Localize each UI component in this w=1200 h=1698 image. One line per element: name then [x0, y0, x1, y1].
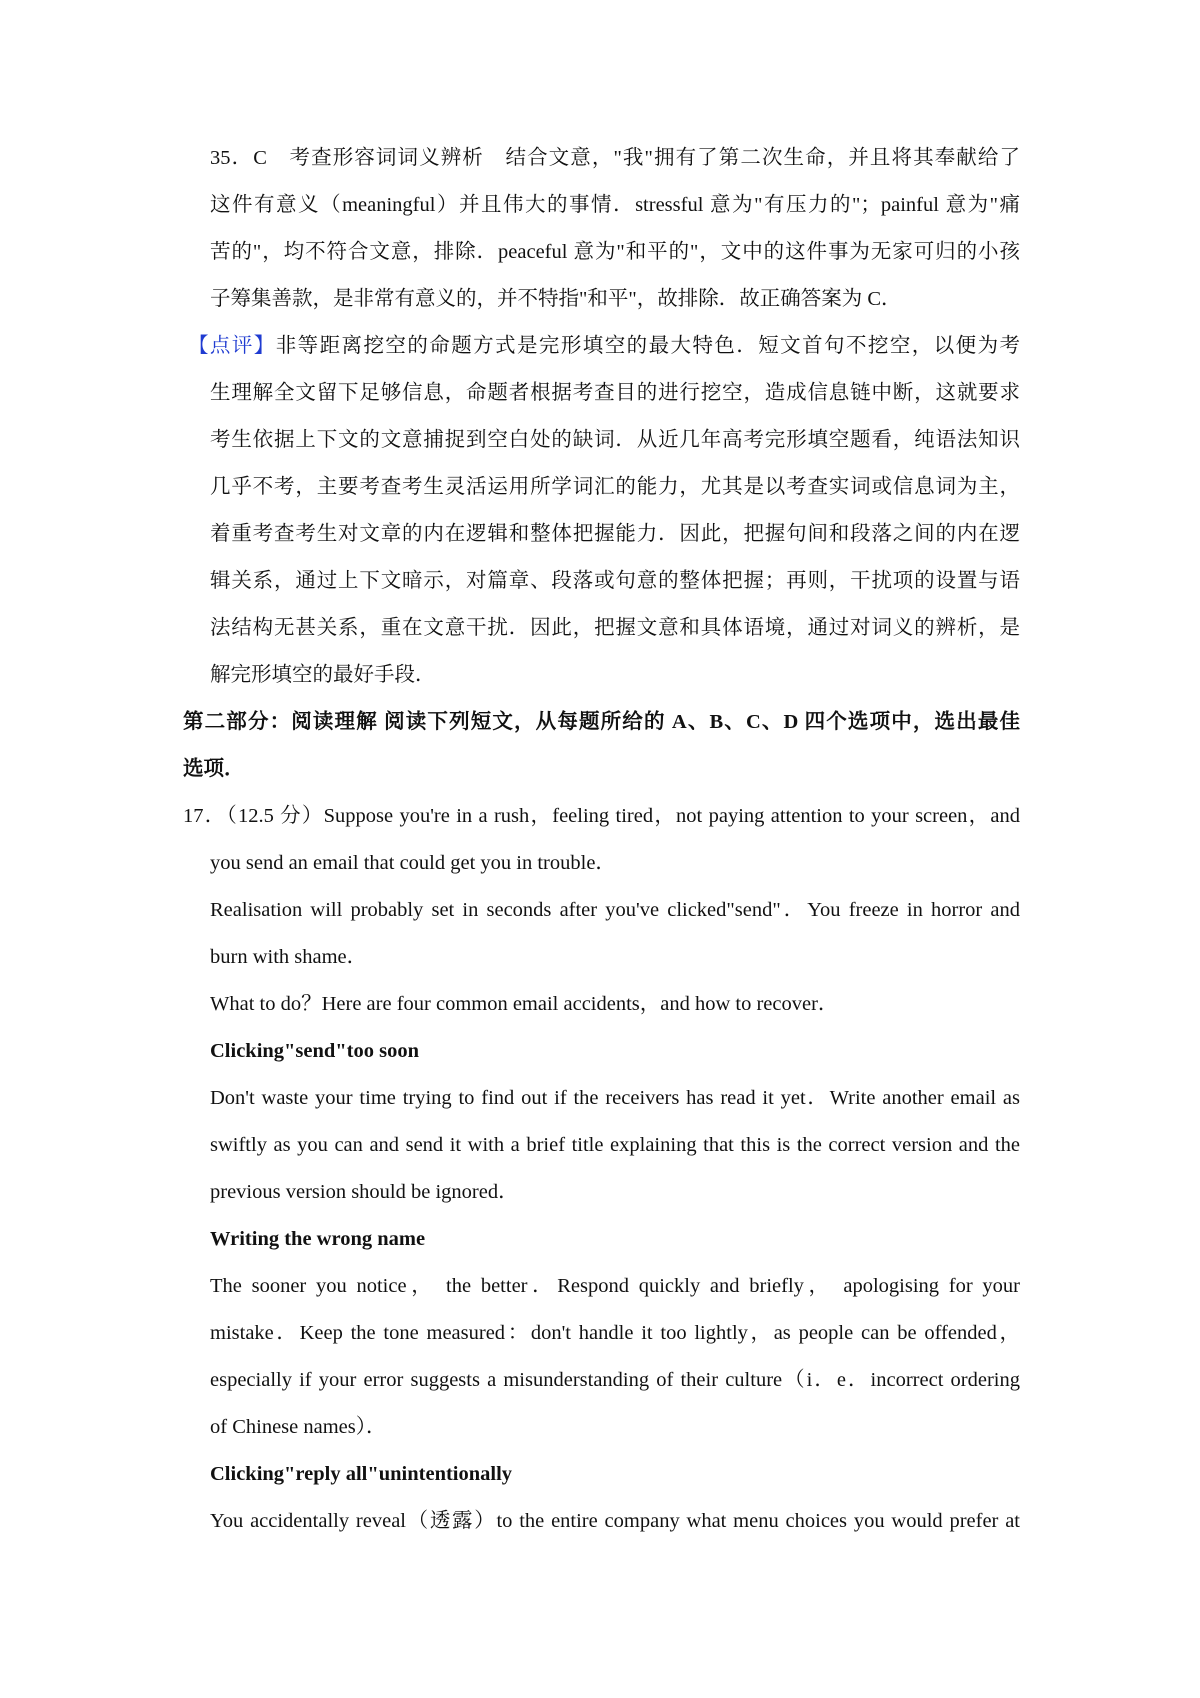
answer35-line-2: 这件有意义（meaningful）并且伟大的事情．stressful 意为"有压力的"；painful 意为"痛 — [210, 194, 1020, 216]
q17-p4-line-3: previous version should be ignored． — [210, 1181, 519, 1203]
answer35-line-3: 苦的"，均不符合文意，排除．peaceful 意为"和平的"，文中的这件事为无家可归的小孩 — [210, 241, 1020, 263]
q17-heading-send-too-soon: Clicking"send"too soon — [210, 1040, 420, 1062]
comment-line-6: 辑关系，通过上下文暗示，对篇章、段落或句意的整体把握；再则，干扰项的设置与语 — [210, 570, 1020, 592]
comment-line-3: 考生依据上下文的文意捕捉到空白处的缺词．从近几年高考完形填空题看，纯语法知识 — [210, 429, 1020, 451]
comment-line-2: 生理解全文留下足够信息，命题者根据考查目的进行挖空，造成信息链中断，这就要求 — [210, 382, 1020, 404]
comment-text-1: 非等距离挖空的命题方式是完形填空的最大特色．短文首句不挖空，以便为考 — [275, 335, 1021, 357]
q17-intro-line-1: 17．（12.5 分）Suppose you're in a rush，feeling tired，not paying attention to your screen，and — [183, 805, 1020, 827]
q17-intro-line-2: you send an email that could get you in trouble． — [210, 852, 616, 874]
q17-p2-line-2: burn with shame． — [210, 946, 368, 968]
comment-line-5: 着重考查考生对文章的内在逻辑和整体把握能力．因此，把握句间和段落之间的内在逻 — [210, 523, 1020, 545]
section2-heading-line-1: 第二部分：阅读理解 阅读下列短文，从每题所给的 A、B、C、D 四个选项中，选出最佳 — [183, 711, 1020, 733]
answer35-line-1: 35．C 考查形容词词义辨析 结合文意，"我"拥有了第二次生命，并且将其奉献给了 — [210, 147, 1020, 169]
q17-p5-line-2: mistake．Keep the tone measured：don't handle it too lightly，as people can be offended， — [210, 1322, 1020, 1344]
comment-line-4: 几乎不考，主要考查考生灵活运用所学词汇的能力，尤其是以考查实词或信息词为主， — [210, 476, 1020, 498]
answer35-line-4: 子筹集善款，是非常有意义的，并不特指"和平"，故排除．故正确答案为 C． — [210, 288, 902, 310]
q17-p6-line-1: You accidentally reveal（透露）to the entire company what menu choices you would prefer at — [210, 1510, 1020, 1532]
q17-p3: What to do？Here are four common email accidents，and how to recover． — [210, 993, 839, 1015]
q17-p2-line-1: Realisation will probably set in seconds after you've clicked"send"．You freeze in horror and — [210, 899, 1020, 921]
section2-heading-line-2: 选项． — [183, 758, 245, 780]
comment-first-line — [188, 333, 1020, 359]
q17-p5-line-4: of Chinese names）． — [210, 1416, 387, 1438]
q17-p5-line-3: especially if your error suggests a misunderstanding of their culture（i．e．incorrect ordering — [210, 1369, 1020, 1391]
comment-line-7: 法结构无甚关系，重在文意干扰．因此，把握文意和具体语境，通过对词义的辨析，是 — [210, 617, 1020, 639]
comment-line-8: 解完形填空的最好手段． — [210, 664, 436, 686]
q17-p4-line-1: Don't waste your time trying to find out if the receivers has read it yet．Write another email as — [210, 1087, 1020, 1109]
q17-p5-line-1: The sooner you notice， the better．Respond quickly and briefly， apologising for your — [210, 1275, 1020, 1297]
comment-tag: 【点评】 — [188, 335, 276, 357]
q17-heading-wrong-name: Writing the wrong name — [210, 1228, 426, 1250]
q17-heading-reply-all: Clicking"reply all"unintentionally — [210, 1463, 513, 1485]
q17-p4-line-2: swiftly as you can and send it with a brief title explaining that this is the correct version and the — [210, 1134, 1020, 1156]
